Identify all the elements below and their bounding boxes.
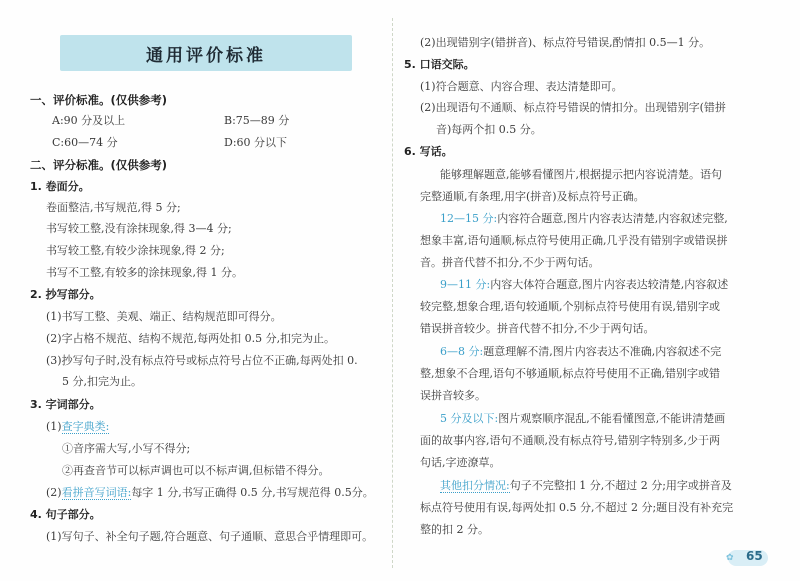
band-line: 音。拼音代替不扣分,不少于两句话。: [420, 256, 600, 269]
q5-line: (2)出现语句不通顺、标点符号错误的情扣分。出现错别字(错拼: [420, 101, 726, 114]
band-line: 错误拼音较少。拼音代替不扣分,不少于两句话。: [420, 322, 655, 335]
band-line: 较完整,想象合理,语句较通顺,个别标点符号使用有误,错别字或: [420, 300, 720, 313]
q3-sub1-label: 查字典类:: [61, 420, 110, 433]
band-line: 句话,字迹潦草。: [420, 456, 501, 469]
q3-sub2-text: 每字 1 分,书写正确得 0.5 分,书写规范得 0.5分。: [131, 486, 374, 499]
q5-heading: 5. 口语交际。: [404, 58, 475, 71]
band-line: 面的故事内容,语句不通顺,没有标点符号,错别字特别多,少于两: [420, 434, 720, 447]
band-label: 9—11 分:: [440, 278, 491, 291]
q3-item: ①音序需大写,小写不得分;: [62, 442, 191, 455]
q3-sub2-label: 看拼音写词语:: [61, 486, 132, 499]
grade-d: D:60 分以下: [224, 136, 288, 149]
q4-line: (1)写句子、补全句子题,符合题意、句子通顺、意思合乎情理即可。: [46, 530, 374, 543]
band-label: 6—8 分:: [440, 345, 484, 358]
q2-heading: 2. 抄写部分。: [30, 288, 101, 301]
q3-sub2-prefix: (2): [46, 486, 62, 499]
q1-heading: 1. 卷面分。: [30, 180, 90, 193]
q1-line: 书写较工整,有较少涂抹现象,得 2 分;: [46, 244, 225, 257]
q3-item: ②再查音节可以标声调也可以不标声调,但标错不得分。: [62, 464, 330, 477]
title-banner: [60, 35, 352, 71]
q2-line: (2)字占格不规范、结构不规范,每两处扣 0.5 分,扣完为止。: [46, 332, 336, 345]
band-label: 其他扣分情况:: [440, 479, 510, 492]
band-line: 标点符号使用有误,每两处扣 0.5 分,不超过 2 分;题目没有补充完: [420, 501, 734, 514]
page-number: 65: [746, 549, 763, 563]
band-line: 整的扣 2 分。: [420, 523, 489, 536]
grade-a: A:90 分及以上: [52, 114, 126, 127]
q3-heading: 3. 字词部分。: [30, 398, 101, 411]
band-other: [440, 479, 732, 493]
band-line: 想象丰富,语句通顺,标点符号使用正确,几乎没有错别字或错误拼: [420, 234, 728, 247]
decoration-icon: ✿: [726, 553, 734, 563]
page-number-badge: [718, 548, 774, 570]
q2-line: (1)书写工整、美观、端正、结构规范即可得分。: [46, 310, 282, 323]
band-label: 12—15 分:: [440, 212, 498, 225]
grade-b: B:75—89 分: [224, 114, 290, 127]
band-5-below: [440, 412, 725, 426]
q4-line: (2)出现错别字(错拼音)、标点符号错误,酌情扣 0.5—1 分。: [420, 36, 711, 49]
band-line: 整,想象不合理,语句不够通顺,标点符号使用不正确,错别字或错: [420, 367, 720, 380]
q2-line: 5 分,扣完为止。: [62, 375, 142, 388]
band-text: 句子不完整扣 1 分,不超过 2 分;用字或拼音及: [509, 479, 732, 492]
q6-intro: 能够理解题意,能够看懂图片,根据提示把内容说清楚。语句: [440, 168, 722, 181]
band-text: 内容符合题意,图片内容表达清楚,内容叙述完整,: [497, 212, 728, 225]
section-1-heading: 一、评价标准。(仅供参考): [30, 93, 168, 107]
q1-line: 书写不工整,有较多的涂抹现象,得 1 分。: [46, 266, 243, 279]
q3-sub1: [46, 420, 109, 434]
q6-heading: 6. 写话。: [404, 145, 453, 158]
band-text: 图片观察顺序混乱,不能看懂图意,不能讲清楚画: [498, 412, 726, 425]
band-text: 内容大体符合题意,图片内容表达较清楚,内容叙述: [490, 278, 729, 291]
band-line: 误拼音较多。: [420, 389, 486, 402]
page-title: 通用评价标准: [146, 45, 266, 66]
band-label: 5 分及以下:: [440, 412, 499, 425]
band-12-15: [440, 212, 728, 226]
q2-line: (3)抄写句子时,没有标点符号或标点符号占位不正确,每两处扣 0.: [46, 354, 358, 367]
q3-sub2: [46, 486, 374, 500]
band-9-11: [440, 278, 728, 292]
q5-line: (1)符合题意、内容合理、表达清楚即可。: [420, 80, 623, 93]
q5-line: 音)每两个扣 0.5 分。: [436, 123, 542, 136]
q3-sub1-prefix: (1): [46, 420, 62, 433]
section-2-heading: 二、评分标准。(仅供参考): [30, 158, 168, 172]
column-divider: [392, 18, 393, 568]
q1-line: 卷面整洁,书写规范,得 5 分;: [46, 201, 181, 214]
band-text: 题意理解不清,图片内容表达不准确,内容叙述不完: [483, 345, 722, 358]
grade-c: C:60—74 分: [52, 136, 118, 149]
band-6-8: [440, 345, 721, 359]
q6-intro: 完整通顺,有条理,用字(拼音)及标点符号正确。: [420, 190, 645, 203]
q4-heading: 4. 句子部分。: [30, 508, 101, 521]
q1-line: 书写较工整,没有涂抹现象,得 3—4 分;: [46, 222, 232, 235]
